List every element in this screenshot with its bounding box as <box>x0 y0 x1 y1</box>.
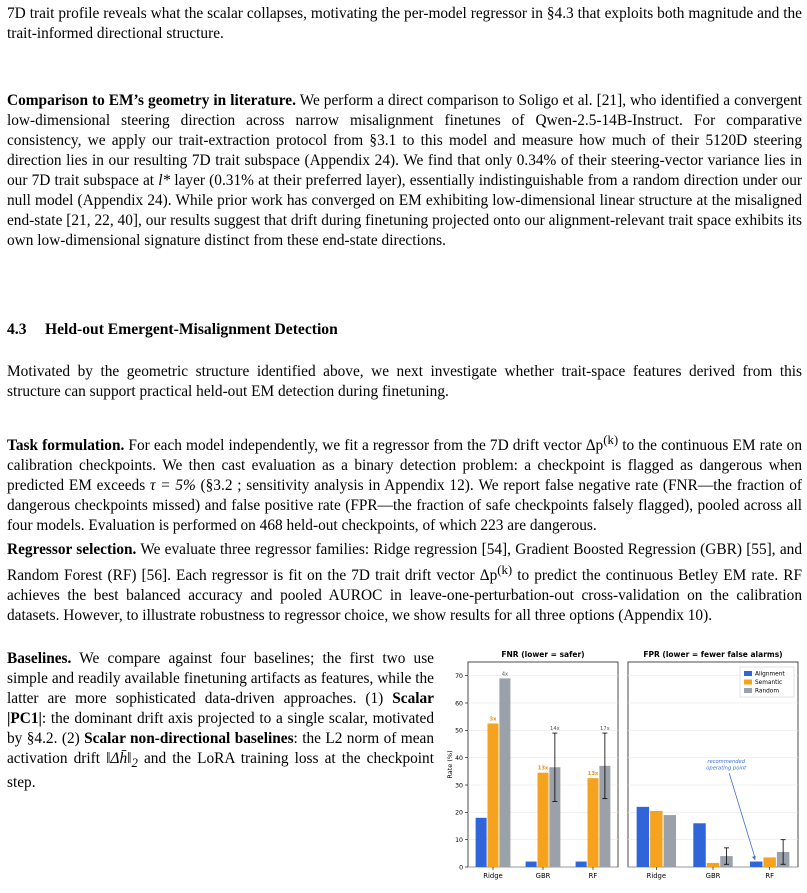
bar-semantic-rf <box>588 778 599 867</box>
math-inline: τ = 5% <box>149 477 196 495</box>
bar-random-ridge <box>499 678 510 867</box>
x-tick-label: Ridge <box>646 872 667 880</box>
bar-alignment-rf <box>750 862 762 867</box>
x-tick-label: GBR <box>705 872 721 880</box>
y-tick-label: 0 <box>459 864 463 872</box>
bar-alignment-ridge <box>637 807 649 867</box>
x-tick-label: GBR <box>535 872 551 880</box>
bar-alignment-gbr <box>526 862 537 867</box>
y-tick-label: 10 <box>455 836 463 844</box>
y-tick-label: 40 <box>455 754 463 762</box>
x-tick-label: RF <box>588 872 598 880</box>
math-inline: 0.34% <box>516 152 557 169</box>
section-number: 4.3 <box>7 321 27 338</box>
ratio-label: 13x <box>537 765 549 772</box>
annotation-arrow <box>729 773 755 858</box>
y-tick-label: 30 <box>455 782 463 790</box>
intro-paragraph: 7D trait profile reveals what the scalar collapses, motivating the per-model regressor in §4.3 that exploits both magnitude and the trait-informed directional structure. <box>7 5 802 42</box>
bar-semantic-ridge <box>650 811 662 867</box>
comparison-paragraph: Comparison to EM’s geometry in literature. We perform a direct comparison to Soligo et al. [21], who identified a convergent low-dimensional steering direction across narrow misalignment finetunes of Qwen-2.5-14B-Instruct. For comparative consistency, we apply our trait-extraction protocol from §3.1 to this model and measure how much of their 5120D steering direction lies in our resulting 7D trait subspace (Appendix 24). We find that only 0.34% of their steering-vector variance lies in our 7D trait subspace at l* layer (0.31% at their preferred layer), essentially indistinguishable from a random direction under our null model (Appendix 24). While prior work has converged on EM exhibiting low-dimensional linear structure at the misaligned end-state [21, 22, 40], our results suggest that drift during finetuning projected onto our alignment-relevant trait space exhibits its own low-dimensional signature distinct from these end-state directions. <box>7 92 803 249</box>
bar-semantic-ridge <box>488 724 499 868</box>
bar-alignment-ridge <box>476 818 487 867</box>
math-inline: 0.31% <box>214 172 254 189</box>
x-tick-label: Ridge <box>483 872 503 880</box>
paragraph-label: Comparison to EM’s geometry in literature. <box>7 92 296 109</box>
baseline-name: Scalar |PC1| <box>7 690 434 727</box>
baseline-name: Scalar non-directional baselines <box>84 730 294 747</box>
y-tick-label: 50 <box>455 727 463 735</box>
baselines-paragraph: Baselines. We compare against four baselines; the first two use simple and readily available finetuning artifacts as features, while the latter are more sophisticated data-driven approaches. (1) Scalar |PC1|: the dominant drift axis projected to a single scalar, motivated by §4.2. (2) Scalar non-directional baselines: the L2 norm of mean activation drift $‖\Delta h̄‖_2$ and the LoRA training loss at the checkpoint step. <box>7 650 434 792</box>
math-inline: $\Delta p^{(k)}$ <box>585 433 619 455</box>
bar-alignment-rf <box>576 862 587 867</box>
annotation-label: recommended <box>707 759 746 766</box>
x-tick-label: RF <box>765 872 774 880</box>
legend-label: Semantic <box>755 680 783 687</box>
y-tick-label: 20 <box>455 809 463 817</box>
y-axis-label: Rate (%) <box>446 750 454 779</box>
section-heading <box>7 320 338 340</box>
bar-random-ridge <box>664 815 676 867</box>
chart-title: FPR (lower = fewer false alarms) <box>643 650 783 659</box>
y-tick-label: 60 <box>455 700 463 708</box>
paragraph-label: Baselines. <box>7 650 72 667</box>
bar-semantic-rf <box>763 857 775 867</box>
bar-semantic-gbr <box>538 773 549 867</box>
ratio-label: 13x <box>587 771 599 778</box>
legend-swatch-alignment <box>744 671 752 676</box>
paragraph-label: Task formulation. <box>7 437 125 455</box>
legend-label: Alignment <box>755 671 785 678</box>
math-inline: $‖\Delta h̄‖_2$ <box>106 750 138 771</box>
legend-swatch-semantic <box>744 680 752 685</box>
paragraph-label: Regressor selection. <box>7 541 137 558</box>
task-formulation-paragraph: Task formulation. For each model independently, we fit a regressor from the 7D drift vector $\Delta p^{(k)}$ to the continuous EM rate on calibration checkpoints. We then cast evaluation as a binary detection problem: a checkpoint is flagged as dangerous when predicted EM exceeds τ = 5% (§3.2 ; sensitivity analysis in Appendix 12). We report false negative rate (FNR—the fraction of dangerous checkpoints missed) and false positive rate (FPR—the fraction of safe checkpoints falsely flagged), pooled across all four models. Evaluation is performed on 468 held-out checkpoints, of which 223 are dangerous. <box>7 433 803 535</box>
bar-semantic-gbr <box>707 863 719 867</box>
motivation-paragraph: Motivated by the geometric structure identified above, we next investigate whether trait-space features derived from this structure can support practical held-out EM detection during finetuning. <box>7 363 802 400</box>
y-tick-label: 70 <box>455 672 463 680</box>
section-title: Held-out Emergent-Misalignment Detection <box>45 321 338 338</box>
annotation-label: operating point <box>706 765 747 772</box>
ratio-label: 14x <box>550 726 560 733</box>
bar-alignment-gbr <box>693 823 705 867</box>
ratio-label: 17x <box>600 726 610 733</box>
regressor-paragraph: Regressor selection. We evaluate three regressor families: Ridge regression [54], Gradient Boosted Regression (GBR) [55], and Random Forest (RF) [56]. Each regressor is fit on the 7D trait drift vector $\Delta p^{(k)}$ to predict the continuous Betley EM rate. RF achieves the best balanced accuracy and pooled AUROC in leave-one-perturbation-out cross-validation on the calibration datasets. However, to illustrate robustness to regressor choice, we show results for all three options (Appendix 10). <box>7 541 803 625</box>
legend-swatch-random <box>744 688 752 693</box>
annotation-arrowhead <box>752 856 756 861</box>
legend-label: Random <box>755 688 779 695</box>
chart-title: FNR (lower = safer) <box>501 650 585 659</box>
ratio-label: 3x <box>489 716 497 723</box>
fnr-fpr-figure <box>445 643 805 893</box>
math-inline: l* <box>158 172 171 189</box>
ratio-label: 4x <box>501 671 509 678</box>
math-inline: $\Delta p^{(k)}$ <box>479 563 513 585</box>
